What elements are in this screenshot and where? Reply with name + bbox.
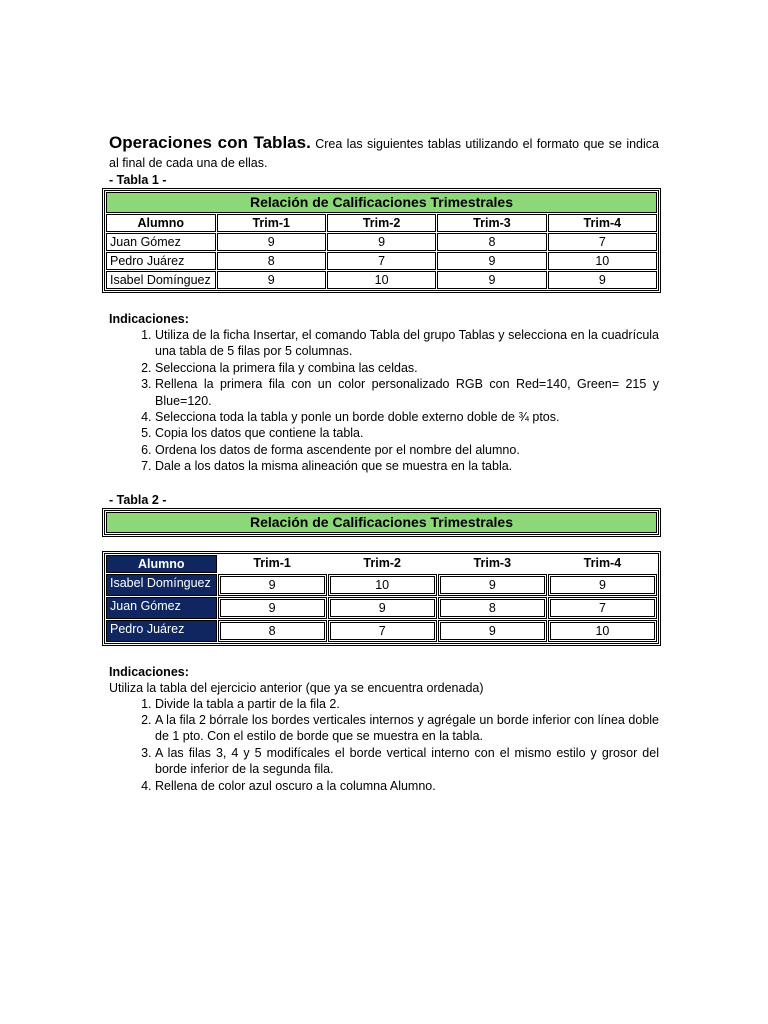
column-header: Trim-4 xyxy=(583,555,622,570)
document-page xyxy=(109,133,659,794)
column-header: Trim-1 xyxy=(253,555,291,570)
column-header: Trim-4 xyxy=(548,214,657,232)
table-cell: Isabel Domínguez xyxy=(106,271,216,289)
table2-label: - Tabla 2 - xyxy=(109,492,167,507)
table1-indications-title: Indicaciones: xyxy=(109,312,189,326)
table-cell: 9 xyxy=(548,271,657,289)
table-cell: 8 xyxy=(437,233,546,251)
table-row xyxy=(106,252,657,270)
table-cell: 9 xyxy=(437,252,546,270)
column-header: Alumno xyxy=(106,555,217,573)
table1 xyxy=(102,188,661,293)
table-row xyxy=(106,233,657,251)
table-cell: 10 xyxy=(328,574,437,596)
table-cell: 9 xyxy=(218,574,327,596)
table-cell: 7 xyxy=(327,252,436,270)
table-cell: 8 xyxy=(438,597,547,619)
table-cell: 9 xyxy=(437,271,546,289)
table-cell: 10 xyxy=(548,252,657,270)
column-header: Trim-2 xyxy=(363,555,401,570)
table2-indications-list xyxy=(109,696,659,794)
table-cell: Juan Gómez xyxy=(106,597,217,619)
list-item: 2. Selecciona la primera fila y combina las celdas. xyxy=(155,360,659,376)
column-header: Trim-2 xyxy=(327,214,436,232)
intro-text: Crea las siguientes tablas utilizando el formato que se indica al final de cada una de ellas. xyxy=(109,137,659,170)
table-row xyxy=(106,597,657,619)
table-cell: 7 xyxy=(548,597,657,619)
table-cell: 9 xyxy=(327,233,436,251)
list-item: 6. Ordena los datos de forma ascendente por el nombre del alumno. xyxy=(155,442,659,458)
table-cell: Juan Gómez xyxy=(106,233,216,251)
column-header: Trim-3 xyxy=(437,214,546,232)
table2-indications-title: Indicaciones: xyxy=(109,664,189,679)
intro-paragraph xyxy=(109,133,659,173)
table-row xyxy=(106,271,657,289)
table-row xyxy=(106,620,657,642)
table-cell: Pedro Juárez xyxy=(106,620,217,642)
table-cell: 9 xyxy=(217,271,326,289)
table-cell: 9 xyxy=(218,597,327,619)
table2-indications-intro: Utiliza la tabla del ejercicio anterior (que ya se encuentra ordenada) xyxy=(109,680,484,695)
table-cell: 9 xyxy=(328,597,437,619)
table-cell: 9 xyxy=(217,233,326,251)
list-item: 7. Dale a los datos la misma alineación que se muestra en la tabla. xyxy=(155,458,659,474)
list-item: 1. Utiliza de la ficha Insertar, el comando Tabla del grupo Tablas y selecciona en la cuadrícula una tabla de 5 filas por 5 columnas. xyxy=(155,327,659,360)
table-cell: 7 xyxy=(548,233,657,251)
column-header: Trim-3 xyxy=(473,555,512,570)
table-cell: 10 xyxy=(548,620,657,642)
table-cell: 9 xyxy=(438,574,547,596)
list-item: 4. Rellena de color azul oscuro a la columna Alumno. xyxy=(155,778,659,794)
list-item: 1. Divide la tabla a partir de la fila 2. xyxy=(155,696,659,712)
list-item: 4. Selecciona toda la tabla y ponle un borde doble externo doble de ¾ ptos. xyxy=(155,409,659,425)
table-cell: 9 xyxy=(548,574,657,596)
table1-indications-list xyxy=(109,327,659,475)
list-item: 2. A la fila 2 bórrale los bordes verticales internos y agrégale un borde inferior con línea doble de 1 pto. Con el estilo de borde que se muestra en la tabla. xyxy=(155,712,659,745)
table1-header-row xyxy=(106,214,657,232)
table-row xyxy=(106,574,657,596)
column-header: Trim-1 xyxy=(217,214,326,232)
table-cell: 8 xyxy=(217,252,326,270)
list-item: 3. A las filas 3, 4 y 5 modifícales el borde vertical interno con el mismo estilo y grosor del borde inferior de la segunda fila. xyxy=(155,745,659,778)
table1-label: - Tabla 1 - xyxy=(109,173,167,187)
table2-caption-table xyxy=(102,508,661,537)
table-cell: Isabel Domínguez xyxy=(106,574,217,596)
table2 xyxy=(102,551,661,646)
column-header: Alumno xyxy=(106,214,216,232)
table2-caption: Relación de Calificaciones Trimestrales xyxy=(106,512,657,533)
list-item: 5. Copia los datos que contiene la tabla. xyxy=(155,425,659,441)
table-cell: 7 xyxy=(328,620,437,642)
table-cell: 9 xyxy=(438,620,547,642)
page-title: Operaciones con Tablas. xyxy=(109,133,311,152)
list-item: 3. Rellena la primera fila con un color personalizado RGB con Red=140, Green= 215 y Blue=120. xyxy=(155,376,659,409)
table-cell: Pedro Juárez xyxy=(106,252,216,270)
table-cell: 10 xyxy=(327,271,436,289)
table1-caption: Relación de Calificaciones Trimestrales xyxy=(106,192,657,213)
table2-header-row xyxy=(106,555,657,573)
table-cell: 8 xyxy=(218,620,327,642)
